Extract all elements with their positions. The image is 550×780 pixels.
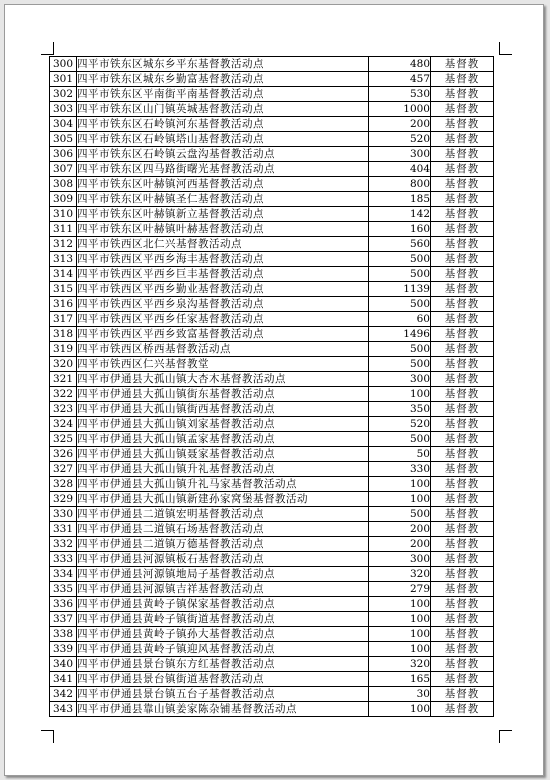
row-number: 309 (50, 192, 77, 207)
site-name: 四平市伊通县大孤山镇聂家基督教活动点 (77, 447, 369, 462)
member-count: 500 (369, 342, 431, 357)
row-number: 331 (50, 522, 77, 537)
row-number: 340 (50, 657, 77, 672)
table-row (50, 582, 494, 597)
religion-type: 基督教 (431, 597, 494, 612)
site-name: 四平市铁东区四马路街曙光基督教活动点 (77, 162, 369, 177)
table-row (50, 387, 494, 402)
member-count: 1139 (369, 282, 431, 297)
religion-type: 基督教 (431, 192, 494, 207)
table-row (50, 612, 494, 627)
table-row (50, 102, 494, 117)
site-name: 四平市铁西区北仁兴基督教活动点 (77, 237, 369, 252)
member-count: 404 (369, 162, 431, 177)
crop-mark-top-left (41, 42, 54, 55)
religion-type: 基督教 (431, 357, 494, 372)
religion-type: 基督教 (431, 477, 494, 492)
table-row (50, 492, 494, 507)
crop-mark-bottom-left (41, 730, 54, 743)
member-count: 30 (369, 687, 431, 702)
row-number: 343 (50, 702, 77, 717)
row-number: 336 (50, 597, 77, 612)
site-name: 四平市伊通县黄岭子镇街道基督教活动点 (77, 612, 369, 627)
row-number: 304 (50, 117, 77, 132)
religion-type: 基督教 (431, 657, 494, 672)
religion-type: 基督教 (431, 162, 494, 177)
site-name: 四平市伊通县大孤山镇街东基督教活动点 (77, 387, 369, 402)
table-row (50, 657, 494, 672)
site-name: 四平市铁西区平西乡任家基督教活动点 (77, 312, 369, 327)
site-name: 四平市伊通县黄岭子镇孙大基督教活动点 (77, 627, 369, 642)
religion-type: 基督教 (431, 72, 494, 87)
member-count: 800 (369, 177, 431, 192)
religion-type: 基督教 (431, 57, 494, 72)
religion-type: 基督教 (431, 432, 494, 447)
activity-sites-table (49, 56, 494, 717)
table-row (50, 432, 494, 447)
member-count: 457 (369, 72, 431, 87)
row-number: 311 (50, 222, 77, 237)
religion-type: 基督教 (431, 507, 494, 522)
table-row (50, 297, 494, 312)
site-name: 四平市铁东区叶赫镇圣仁基督教活动点 (77, 192, 369, 207)
member-count: 100 (369, 477, 431, 492)
site-name: 四平市铁东区叶赫镇叶赫基督教活动点 (77, 222, 369, 237)
member-count: 500 (369, 252, 431, 267)
table-row (50, 282, 494, 297)
row-number: 329 (50, 492, 77, 507)
site-name: 四平市铁西区平西乡致富基督教活动点 (77, 327, 369, 342)
member-count: 100 (369, 597, 431, 612)
table-row (50, 252, 494, 267)
member-count: 500 (369, 297, 431, 312)
table-body (50, 57, 494, 717)
member-count: 200 (369, 537, 431, 552)
site-name: 四平市铁西区平西乡泉沟基督教活动点 (77, 297, 369, 312)
religion-type: 基督教 (431, 222, 494, 237)
table-row (50, 447, 494, 462)
religion-type: 基督教 (431, 207, 494, 222)
row-number: 332 (50, 537, 77, 552)
site-name: 四平市伊通县景台镇街道基督教活动点 (77, 672, 369, 687)
document-page (4, 4, 544, 776)
religion-type: 基督教 (431, 342, 494, 357)
row-number: 322 (50, 387, 77, 402)
religion-type: 基督教 (431, 282, 494, 297)
religion-type: 基督教 (431, 177, 494, 192)
religion-type: 基督教 (431, 492, 494, 507)
member-count: 300 (369, 552, 431, 567)
table-row (50, 402, 494, 417)
religion-type: 基督教 (431, 252, 494, 267)
crop-mark-top-right (499, 42, 512, 55)
table-row (50, 312, 494, 327)
row-number: 337 (50, 612, 77, 627)
religion-type: 基督教 (431, 387, 494, 402)
religion-type: 基督教 (431, 147, 494, 162)
site-name: 四平市伊通县大孤山镇大杏木基督教活动点 (77, 372, 369, 387)
religion-type: 基督教 (431, 642, 494, 657)
row-number: 302 (50, 87, 77, 102)
religion-type: 基督教 (431, 612, 494, 627)
member-count: 1000 (369, 102, 431, 117)
site-name: 四平市铁东区平南街平南基督教活动点 (77, 87, 369, 102)
table-row (50, 117, 494, 132)
member-count: 50 (369, 447, 431, 462)
religion-type: 基督教 (431, 372, 494, 387)
row-number: 319 (50, 342, 77, 357)
row-number: 325 (50, 432, 77, 447)
religion-type: 基督教 (431, 447, 494, 462)
table-row (50, 87, 494, 102)
table-row (50, 72, 494, 87)
row-number: 327 (50, 462, 77, 477)
row-number: 306 (50, 147, 77, 162)
member-count: 100 (369, 492, 431, 507)
row-number: 305 (50, 132, 77, 147)
table-row (50, 207, 494, 222)
religion-type: 基督教 (431, 402, 494, 417)
row-number: 307 (50, 162, 77, 177)
member-count: 500 (369, 267, 431, 282)
row-number: 323 (50, 402, 77, 417)
member-count: 480 (369, 57, 431, 72)
member-count: 279 (369, 582, 431, 597)
site-name: 四平市铁东区石岭镇塔山基督教活动点 (77, 132, 369, 147)
site-name: 四平市伊通县二道镇万德基督教活动点 (77, 537, 369, 552)
row-number: 300 (50, 57, 77, 72)
site-name: 四平市铁西区平西乡海丰基督教活动点 (77, 252, 369, 267)
site-name: 四平市铁西区桥西基督教活动点 (77, 342, 369, 357)
row-number: 326 (50, 447, 77, 462)
member-count: 300 (369, 372, 431, 387)
religion-type: 基督教 (431, 627, 494, 642)
table-row (50, 642, 494, 657)
site-name: 四平市伊通县黄岭子镇保家基督教活动点 (77, 597, 369, 612)
religion-type: 基督教 (431, 537, 494, 552)
row-number: 342 (50, 687, 77, 702)
table-row (50, 672, 494, 687)
member-count: 100 (369, 702, 431, 717)
site-name: 四平市伊通县靠山镇姜家陈杂铺基督教活动点 (77, 702, 369, 717)
table-row (50, 162, 494, 177)
table-row (50, 507, 494, 522)
member-count: 165 (369, 672, 431, 687)
religion-type: 基督教 (431, 582, 494, 597)
member-count: 530 (369, 87, 431, 102)
member-count: 520 (369, 417, 431, 432)
row-number: 320 (50, 357, 77, 372)
site-name: 四平市伊通县二道镇宏明基督教活动点 (77, 507, 369, 522)
row-number: 315 (50, 282, 77, 297)
site-name: 四平市伊通县景台镇五台子基督教活动点 (77, 687, 369, 702)
religion-type: 基督教 (431, 102, 494, 117)
table-row (50, 342, 494, 357)
religion-type: 基督教 (431, 237, 494, 252)
site-name: 四平市伊通县二道镇石场基督教活动点 (77, 522, 369, 537)
member-count: 320 (369, 657, 431, 672)
site-name: 四平市伊通县大孤山镇升礼马家基督教活动点 (77, 477, 369, 492)
row-number: 318 (50, 327, 77, 342)
row-number: 341 (50, 672, 77, 687)
member-count: 60 (369, 312, 431, 327)
member-count: 142 (369, 207, 431, 222)
table-row (50, 537, 494, 552)
table-row (50, 687, 494, 702)
table-row (50, 522, 494, 537)
member-count: 100 (369, 612, 431, 627)
table-row (50, 702, 494, 717)
site-name: 四平市伊通县河源镇吉祥基督教活动点 (77, 582, 369, 597)
site-name: 四平市铁东区石岭镇河东基督教活动点 (77, 117, 369, 132)
member-count: 100 (369, 627, 431, 642)
row-number: 301 (50, 72, 77, 87)
table-row (50, 627, 494, 642)
member-count: 520 (369, 132, 431, 147)
table-row (50, 267, 494, 282)
site-name: 四平市伊通县河源镇地局子基督教活动点 (77, 567, 369, 582)
site-name: 四平市伊通县黄岭子镇迎风基督教活动点 (77, 642, 369, 657)
religion-type: 基督教 (431, 417, 494, 432)
member-count: 320 (369, 567, 431, 582)
religion-type: 基督教 (431, 87, 494, 102)
table-row (50, 372, 494, 387)
table-row (50, 222, 494, 237)
table-row (50, 237, 494, 252)
site-name: 四平市铁东区叶赫镇新立基督教活动点 (77, 207, 369, 222)
member-count: 300 (369, 147, 431, 162)
site-name: 四平市铁东区城东乡平东基督教活动点 (77, 57, 369, 72)
member-count: 560 (369, 237, 431, 252)
row-number: 328 (50, 477, 77, 492)
row-number: 338 (50, 627, 77, 642)
site-name: 四平市铁西区平西乡巨丰基督教活动点 (77, 267, 369, 282)
row-number: 310 (50, 207, 77, 222)
row-number: 313 (50, 252, 77, 267)
religion-type: 基督教 (431, 132, 494, 147)
row-number: 333 (50, 552, 77, 567)
table-row (50, 462, 494, 477)
member-count: 200 (369, 117, 431, 132)
site-name: 四平市铁西区仁兴基督教堂 (77, 357, 369, 372)
religion-type: 基督教 (431, 327, 494, 342)
crop-mark-bottom-right (499, 730, 512, 743)
site-name: 四平市铁东区石岭镇云盘沟基督教活动点 (77, 147, 369, 162)
site-name: 四平市伊通县大孤山镇刘家基督教活动点 (77, 417, 369, 432)
site-name: 四平市伊通县大孤山镇街西基督教活动点 (77, 402, 369, 417)
row-number: 339 (50, 642, 77, 657)
row-number: 334 (50, 567, 77, 582)
row-number: 317 (50, 312, 77, 327)
table-row (50, 192, 494, 207)
site-name: 四平市伊通县大孤山镇孟家基督教活动点 (77, 432, 369, 447)
member-count: 500 (369, 432, 431, 447)
site-name: 四平市伊通县景台镇东方红基督教活动点 (77, 657, 369, 672)
site-name: 四平市伊通县大孤山镇升礼基督教活动点 (77, 462, 369, 477)
religion-type: 基督教 (431, 117, 494, 132)
religion-type: 基督教 (431, 312, 494, 327)
member-count: 185 (369, 192, 431, 207)
table-row (50, 177, 494, 192)
member-count: 160 (369, 222, 431, 237)
site-name: 四平市铁西区平西乡勤业基督教活动点 (77, 282, 369, 297)
table-row (50, 597, 494, 612)
member-count: 200 (369, 522, 431, 537)
member-count: 500 (369, 507, 431, 522)
table-row (50, 552, 494, 567)
member-count: 500 (369, 357, 431, 372)
religion-type: 基督教 (431, 702, 494, 717)
row-number: 321 (50, 372, 77, 387)
religion-type: 基督教 (431, 567, 494, 582)
religion-type: 基督教 (431, 267, 494, 282)
member-count: 350 (369, 402, 431, 417)
row-number: 330 (50, 507, 77, 522)
table-row (50, 417, 494, 432)
member-count: 330 (369, 462, 431, 477)
religion-type: 基督教 (431, 297, 494, 312)
member-count: 100 (369, 642, 431, 657)
table-row (50, 57, 494, 72)
site-name: 四平市伊通县大孤山镇新建孙家窝堡基督教活动 (77, 492, 369, 507)
religion-type: 基督教 (431, 522, 494, 537)
row-number: 324 (50, 417, 77, 432)
table-row (50, 477, 494, 492)
table-row (50, 327, 494, 342)
table-row (50, 567, 494, 582)
member-count: 100 (369, 387, 431, 402)
table-row (50, 357, 494, 372)
site-name: 四平市铁东区山门镇英城基督教活动点 (77, 102, 369, 117)
religion-type: 基督教 (431, 552, 494, 567)
table-row (50, 132, 494, 147)
row-number: 316 (50, 297, 77, 312)
religion-type: 基督教 (431, 672, 494, 687)
row-number: 312 (50, 237, 77, 252)
table-row (50, 147, 494, 162)
religion-type: 基督教 (431, 462, 494, 477)
site-name: 四平市伊通县河源镇板石基督教活动点 (77, 552, 369, 567)
member-count: 1496 (369, 327, 431, 342)
row-number: 314 (50, 267, 77, 282)
site-name: 四平市铁东区城东乡勤富基督教活动点 (77, 72, 369, 87)
religion-type: 基督教 (431, 687, 494, 702)
site-name: 四平市铁东区叶赫镇河西基督教活动点 (77, 177, 369, 192)
row-number: 303 (50, 102, 77, 117)
row-number: 335 (50, 582, 77, 597)
row-number: 308 (50, 177, 77, 192)
